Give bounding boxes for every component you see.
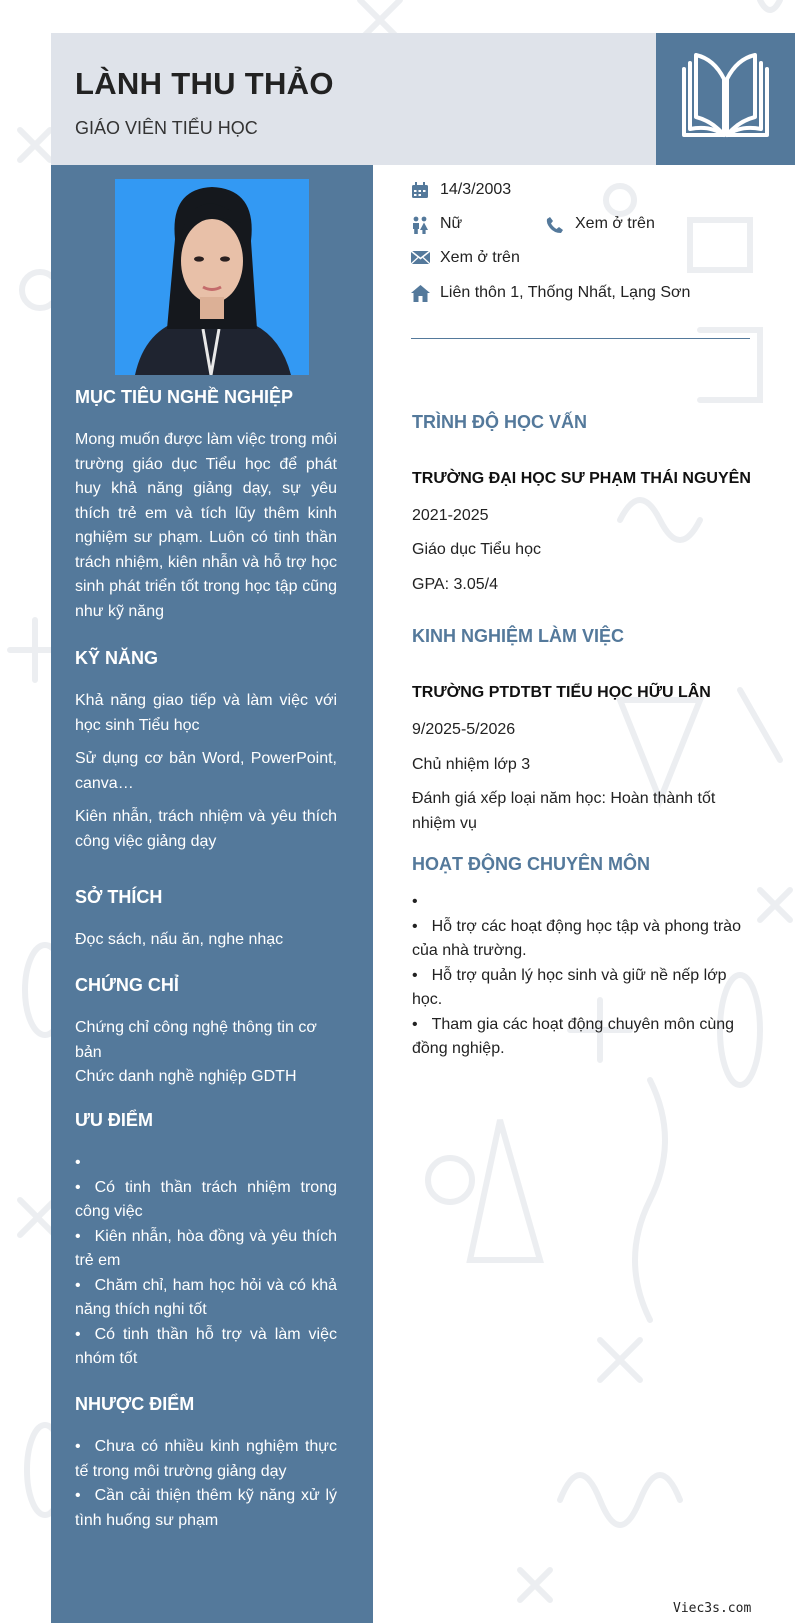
objective-section (75, 387, 337, 624)
list-item: • Chưa có nhiều kinh nghiệm thực tế trong môi trường giảng dạy (75, 1435, 337, 1484)
experience-period: 9/2025-5/2026 (412, 721, 516, 738)
hobbies-text: Đọc sách, nấu ăn, nghe nhạc (75, 931, 284, 948)
phone-value: Xem ở trên (575, 215, 655, 232)
objective-heading: MỤC TIÊU NGHỀ NGHIỆP (75, 387, 294, 407)
weaknesses-list (75, 1435, 337, 1533)
phone-icon (546, 216, 564, 234)
education-major: Giáo dục Tiểu học (412, 541, 541, 558)
list-item: • Có tinh thần trách nhiệm trong công việc (75, 1176, 337, 1225)
list-item: • Chăm chỉ, ham học hỏi và có khả năng thích nghi tốt (75, 1274, 337, 1323)
experience-role: Chủ nhiệm lớp 3 (412, 756, 531, 773)
activities-list (412, 890, 752, 1062)
list-item: • Hỗ trợ các hoạt động học tập và phong trào của nhà trường. (412, 915, 752, 964)
sidebar (51, 165, 373, 1623)
strengths-heading: ƯU ĐIỂM (75, 1110, 153, 1130)
certificate-item: Chứng chỉ công nghệ thông tin cơ bản (75, 1019, 317, 1061)
open-book-icon (678, 51, 773, 143)
job-title: GIÁO VIÊN TIỂU HỌC (75, 118, 258, 138)
book-logo-box (656, 33, 795, 165)
skills-section (75, 648, 337, 854)
certificates-section (75, 975, 337, 1090)
home-icon (411, 285, 430, 302)
header-band (51, 33, 656, 165)
education-gpa: GPA: 3.05/4 (412, 576, 498, 593)
calendar-icon (411, 182, 429, 199)
strengths-list (75, 1151, 337, 1372)
strengths-section (75, 1110, 337, 1372)
list-item: • Cần cải thiện thêm kỹ năng xử lý tình huống sư phạm (75, 1484, 337, 1533)
list-item: • Có tinh thần hỗ trợ và làm việc nhóm tốt (75, 1323, 337, 1372)
certificate-item: Chức danh nghề nghiệp GDTH (75, 1068, 297, 1085)
skill-item: Khả năng giao tiếp và làm việc với học sinh Tiểu học (75, 692, 337, 734)
envelope-icon (411, 250, 430, 265)
list-item: • Hỗ trợ quản lý học sinh và giữ nề nếp lớp học. (412, 964, 752, 1013)
hobbies-section (75, 887, 337, 953)
objective-text: Mong muốn được làm việc trong môi trường giáo dục Tiểu học để phát huy khả năng giảng dạy, sự yêu thích trẻ em và tích lũy thêm kinh nghiệm sư phạm. Luôn có tinh thần trách nhiệm, kiên nhẫn và hỗ trợ học sinh phát triển tốt trong học tập cũng như kỹ năng (75, 431, 337, 620)
skill-item: Sử dụng cơ bản Word, PowerPoint, canva… (75, 750, 337, 792)
list-item (412, 890, 752, 915)
list-item (75, 1151, 337, 1176)
experience-heading: KINH NGHIỆM LÀM VIỆC (412, 626, 625, 646)
candidate-name: LÀNH THU THẢO (75, 66, 334, 101)
gender-icon (411, 216, 429, 234)
education-period: 2021-2025 (412, 507, 489, 524)
profile-photo (115, 179, 309, 375)
list-item: • Kiên nhẫn, hòa đồng và yêu thích trẻ em (75, 1225, 337, 1274)
weaknesses-heading: NHƯỢC ĐIỂM (75, 1394, 195, 1414)
contact-divider (411, 338, 750, 339)
address-value: Liên thôn 1, Thống Nhất, Lạng Sơn (440, 284, 691, 301)
birthday-value: 14/3/2003 (440, 181, 512, 198)
list-item: • Tham gia các hoạt động chuyên môn cùng đồng nghiệp. (412, 1013, 752, 1062)
gender-value: Nữ (440, 215, 463, 232)
portrait-image (115, 179, 309, 375)
skill-item: Kiên nhẫn, trách nhiệm và yêu thích công việc giảng dạy (75, 808, 337, 850)
experience-company: TRƯỜNG PTDTBT TIỂU HỌC HỮU LÂN (412, 684, 711, 701)
certificates-heading: CHỨNG CHỈ (75, 975, 179, 995)
activities-heading: HOẠT ĐỘNG CHUYÊN MÔN (412, 854, 650, 874)
education-heading: TRÌNH ĐỘ HỌC VẤN (412, 412, 587, 432)
weaknesses-section (75, 1394, 337, 1533)
experience-evaluation: Đánh giá xếp loại năm học: Hoàn thành tốt nhiệm vụ (412, 790, 716, 832)
education-school: TRƯỜNG ĐẠI HỌC SƯ PHẠM THÁI NGUYÊN (412, 470, 751, 487)
footer-watermark: Viec3s.com (673, 1601, 752, 1616)
skills-heading: KỸ NĂNG (75, 648, 159, 668)
hobbies-heading: SỞ THÍCH (75, 887, 163, 907)
email-value: Xem ở trên (440, 249, 520, 266)
